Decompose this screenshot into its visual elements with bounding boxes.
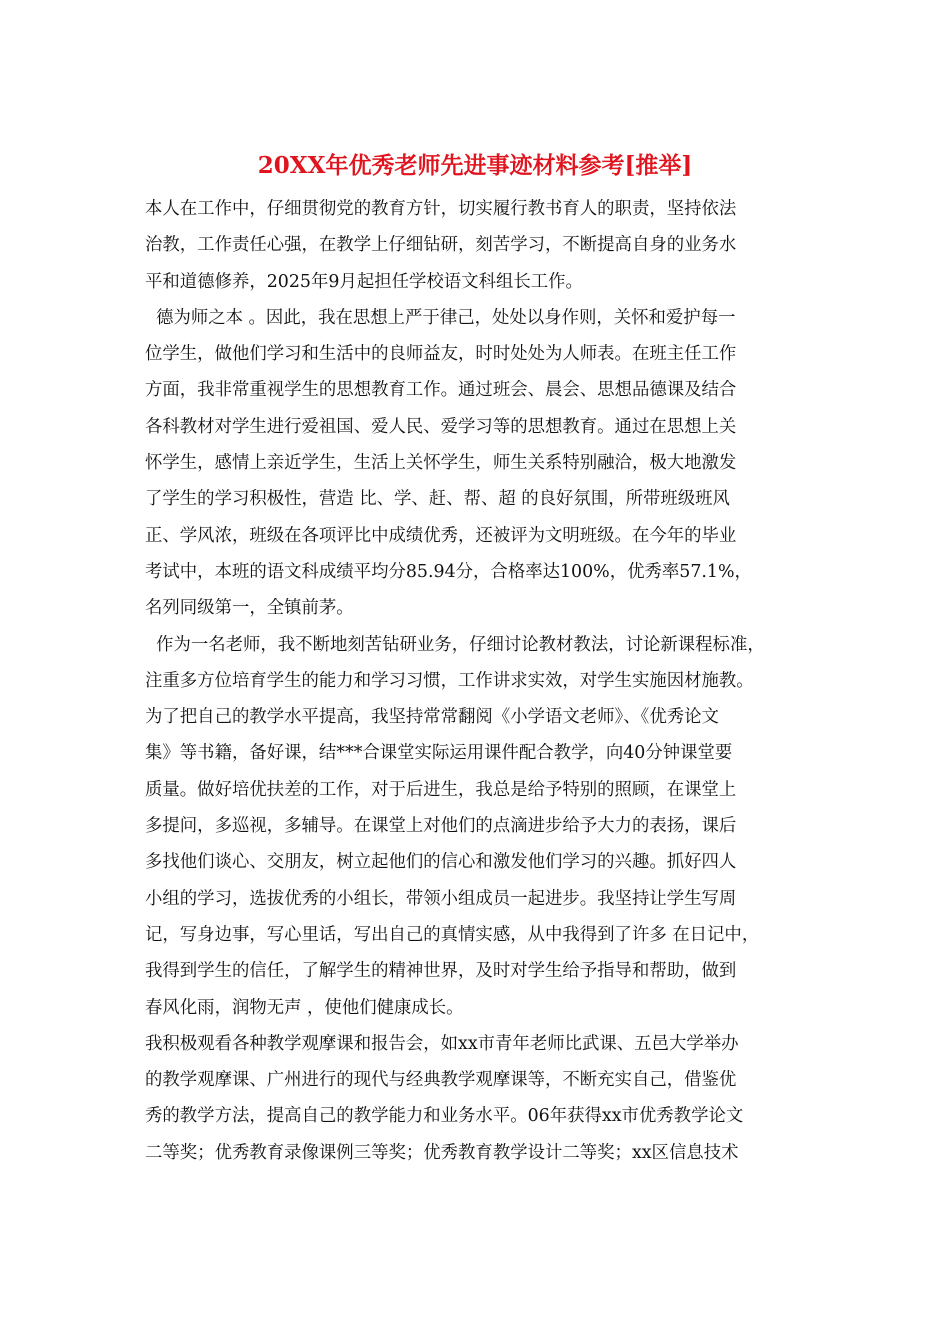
body-line: 作为一名老师，我不断地刻苦钻研业务，仔细讨论教材教法，讨论新课程标准，: [145, 634, 765, 655]
body-line: 春风化雨，润物无声 ，使他们健康成长。: [145, 997, 464, 1018]
body-line: 平和道德修养，2025年9月起担任学校语文科组长工作。: [145, 271, 583, 292]
body-line: 注重多方位培育学生的能力和学习习惯，工作讲求实效，对学生实施因材施教。: [145, 670, 754, 691]
body-line: 本人在工作中，仔细贯彻党的教育方针，切实履行教书育人的职责，坚持依法: [145, 199, 737, 219]
body-line: 正、学风浓，班级在各项评比中成绩优秀，还被评为文明班级。在今年的毕业: [145, 525, 737, 546]
body-line: 名列同级第一，全镇前茅。: [145, 598, 354, 619]
body-line: 怀学生，感情上亲近学生，生活上关怀学生，师生关系特别融洽，极大地激发: [145, 453, 737, 474]
body-line: 为了把自己的教学水平提高，我坚持常常翻阅《小学语文老师》、《优秀论文: [145, 707, 719, 728]
document-title: 20XX年优秀老师先进事迹材料参考[推举]: [257, 152, 693, 179]
body-line: 多提问，多巡视，多辅导。在课堂上对他们的点滴进步给予大力的表扬，课后: [145, 816, 737, 837]
body-line: 位学生，做他们学习和生活中的良师益友，时时处处为人师表。在班主任工作: [145, 344, 737, 365]
body-line: 各科教材对学生进行爱祖国、爱人民、爱学习等的思想教育。通过在思想上关: [145, 416, 737, 437]
document-body: [145, 191, 825, 1171]
body-line: 的教学观摩课、广州进行的现代与经典教学观摩课等，不断充实自己，借鉴优: [145, 1070, 737, 1091]
body-line: 质量。做好培优扶差的工作，对于后进生，我总是给予特别的照顾，在课堂上: [145, 779, 737, 800]
body-line: 考试中，本班的语文科成绩平均分85.94分，合格率达100%，优秀率57.1%，: [145, 561, 752, 582]
body-line: 我得到学生的信任，了解学生的精神世界，及时对学生给予指导和帮助，做到: [145, 961, 737, 982]
body-line: 治教，工作责任心强，在教学上仔细钻研，刻苦学习，不断提高自身的业务水: [145, 235, 737, 256]
body-line: 我积极观看各种教学观摩课和报告会，如xx市青年老师比武课、五邑大学举办: [145, 1033, 739, 1054]
body-line: 小组的学习，选拔优秀的小组长，带领小组成员一起进步。我坚持让学生写周: [145, 888, 737, 909]
body-line: 记，写身边事，写心里话，写出自己的真情实感，从中我得到了许多 在日记中，: [145, 924, 760, 945]
body-line: 方面，我非常重视学生的思想教育工作。通过班会、晨会、思想品德课及结合: [145, 380, 737, 401]
body-line: 集》等书籍，备好课，结***合课堂实际运用课件配合教学，向40分钟课堂要: [145, 743, 733, 764]
body-line: 了学生的学习积极性，营造 比、学、赶、帮、超 的良好氛围，所带班级班风: [145, 489, 730, 510]
body-line: 二等奖；优秀教育录像课例三等奖；优秀教育教学设计二等奖；xx区信息技术: [145, 1142, 739, 1163]
body-line: 德为师之本 。因此，我在思想上严于律己，处处以身作则，关怀和爱护每一: [145, 307, 736, 328]
body-line: 多找他们谈心、交朋友，树立起他们的信心和激发他们学习的兴趣。抓好四人: [145, 852, 737, 873]
body-line: 秀的教学方法，提高自己的教学能力和业务水平。06年获得xx市优秀教学论文: [145, 1106, 744, 1127]
